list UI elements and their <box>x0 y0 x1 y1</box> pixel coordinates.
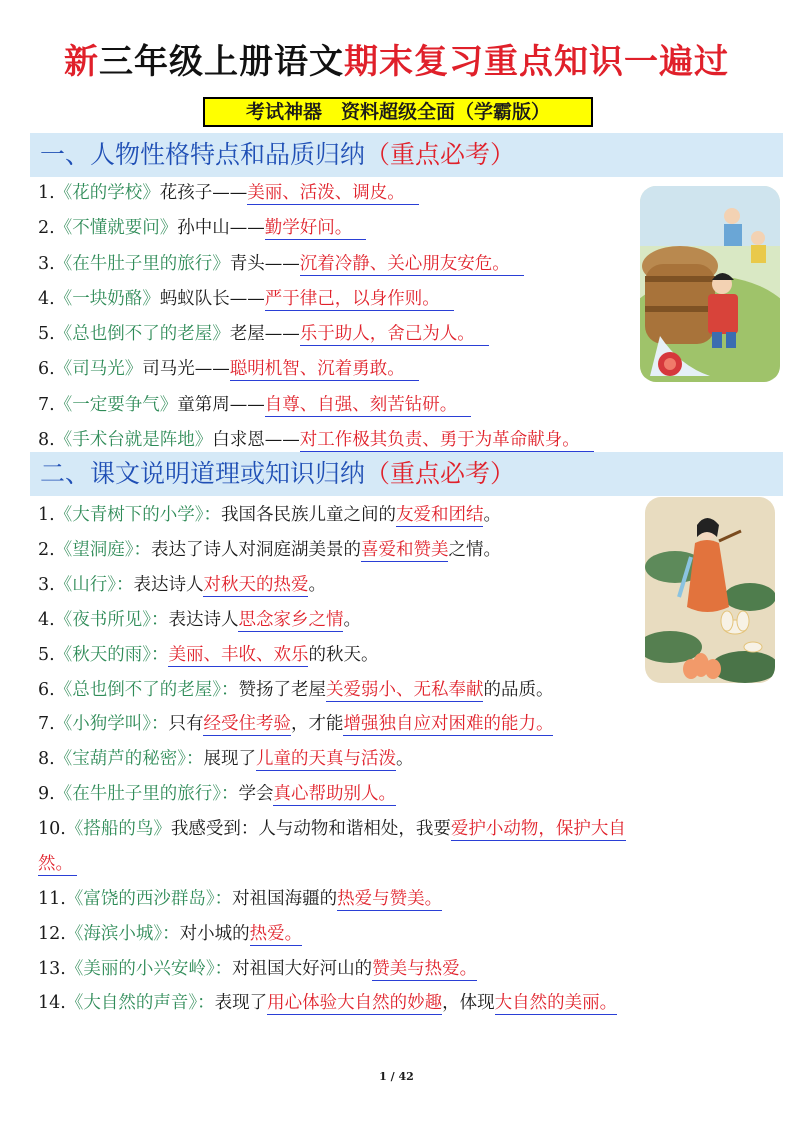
lesson-title: 《总也倒不了的老屋》： <box>54 680 239 700</box>
lesson-key-point: 大自然的美丽。 <box>494 993 618 1013</box>
lesson-text: 。 <box>343 610 361 630</box>
lesson-text: 表达诗人 <box>133 575 204 595</box>
lesson-key-point: 关爱弱小、无私奉献 <box>325 680 484 700</box>
lesson-title: 《一定要争气》 <box>54 395 178 415</box>
character-name: 蚂蚁队长—— <box>159 289 265 309</box>
character-trait: 沉着冷静、关心朋友安危。 <box>300 254 524 276</box>
lesson-text: 赞扬了老屋 <box>238 680 326 700</box>
lesson-item <box>38 711 553 737</box>
section-2-heading <box>30 452 783 496</box>
lesson-text: 。 <box>395 749 414 769</box>
lesson-title: 《海滨小城》： <box>65 924 180 944</box>
lesson-text: 之情。 <box>448 540 501 560</box>
lesson-title: 《富饶的西沙群岛》： <box>65 889 233 909</box>
lesson-title: 《搭船的鸟》 <box>65 819 171 839</box>
item-number: 14. <box>38 993 66 1013</box>
lesson-title: 《小狗学叫》： <box>54 714 169 734</box>
lesson-title: 《望洞庭》： <box>54 540 151 560</box>
item-number: 7. <box>38 395 55 415</box>
lesson-text: 的品质。 <box>483 680 554 700</box>
lesson-item <box>38 956 477 982</box>
lesson-text: 对祖国大好河山的 <box>232 959 373 979</box>
item-number: 4. <box>38 289 55 309</box>
lesson-text: 表达了诗人对洞庭湖美景的 <box>150 540 361 560</box>
item-number: 8. <box>38 430 55 450</box>
character-name: 孙中山—— <box>177 218 265 238</box>
lesson-text: 对祖国海疆的 <box>232 889 338 909</box>
lesson-text: 我国各民族儿童之间的 <box>220 505 396 525</box>
lesson-item <box>38 746 413 772</box>
item-number: 10. <box>38 819 66 839</box>
lesson-text: 的秋天。 <box>308 645 379 665</box>
children-playing-illustration <box>640 186 780 382</box>
subtitle-badge: 考试神器 资料超级全面（学霸版） <box>203 97 593 127</box>
item-number: 2. <box>38 218 55 238</box>
lesson-title: 《秋天的雨》： <box>54 645 169 665</box>
lesson-item <box>38 572 326 598</box>
item-number: 4. <box>38 610 55 630</box>
item-number: 8. <box>38 749 55 769</box>
lesson-title: 《大青树下的小学》： <box>54 505 221 525</box>
lesson-key-point: 然。 <box>38 854 77 876</box>
lesson-title: 《一块奶酪》 <box>54 289 160 309</box>
item-number: 11. <box>38 889 66 909</box>
character-item <box>38 286 454 312</box>
lesson-item <box>38 607 361 633</box>
lesson-key-point: 对秋天的热爱 <box>203 575 309 595</box>
character-item <box>38 215 366 241</box>
lesson-text: 我感受到：人与动物和谐相处，我要 <box>170 819 451 839</box>
lesson-title: 《手术台就是阵地》 <box>54 430 213 450</box>
character-item <box>38 427 594 453</box>
item-number: 1. <box>38 505 55 525</box>
lesson-item-continued <box>38 851 77 877</box>
lesson-key-point: 儿童的天真与活泼 <box>255 749 396 769</box>
lesson-item <box>38 502 501 528</box>
character-trait: 严于律己，以身作则。 <box>265 289 454 311</box>
character-trait: 自尊、自强、刻苦钻研。 <box>265 395 472 417</box>
item-number: 6. <box>38 680 55 700</box>
lesson-text: 。 <box>483 505 501 525</box>
lesson-text: 展现了 <box>203 749 256 769</box>
title-part-1: 新 <box>64 42 99 82</box>
lesson-item <box>38 886 442 912</box>
lesson-title: 《不懂就要问》 <box>54 218 178 238</box>
lesson-title: 《在牛肚子里的旅行》： <box>54 784 239 804</box>
page-title <box>0 40 793 84</box>
item-number: 3. <box>38 254 55 274</box>
lesson-item <box>38 921 302 947</box>
lesson-item <box>38 537 501 563</box>
page-number: 1 / 42 <box>379 1070 414 1083</box>
lesson-text: 。 <box>308 575 326 595</box>
item-number: 3. <box>38 575 55 595</box>
lesson-key-point: 用心体验大自然的妙趣 <box>267 993 443 1013</box>
lesson-title: 《美丽的小兴安岭》： <box>65 959 233 979</box>
lesson-key-point: 赞美与热爱。 <box>372 959 478 979</box>
title-part-2: 三年级上册语文 <box>99 42 344 82</box>
item-number: 9. <box>38 784 55 804</box>
lesson-title: 《在牛肚子里的旅行》 <box>54 254 230 274</box>
lesson-title: 《大自然的声音》： <box>65 993 215 1013</box>
lesson-item <box>38 816 626 842</box>
character-trait: 聪明机智、沉着勇敢。 <box>230 359 419 381</box>
section-1-heading <box>30 133 783 177</box>
character-item <box>38 321 489 347</box>
lesson-key-point: 友爱和团结 <box>395 505 484 525</box>
lesson-key-point: 真心帮助别人。 <box>273 784 396 804</box>
character-name: 老屋—— <box>229 324 300 344</box>
character-name: 司马光—— <box>142 359 230 379</box>
character-item <box>38 392 471 418</box>
lesson-text: ，才能 <box>290 714 344 734</box>
lesson-text: ，体现 <box>442 993 495 1013</box>
lesson-key-point: 经受住考验 <box>203 714 291 734</box>
lesson-key-point: 热爱。 <box>249 924 303 944</box>
lesson-text: 对小城的 <box>179 924 250 944</box>
lesson-key-point: 喜爱和赞美 <box>360 540 449 560</box>
lesson-text: 表达诗人 <box>168 610 239 630</box>
character-trait: 勤学好问。 <box>265 218 367 240</box>
character-name: 白求恩—— <box>212 430 300 450</box>
lesson-item <box>38 990 617 1016</box>
item-number: 6. <box>38 359 55 379</box>
lesson-title: 《山行》： <box>54 575 134 595</box>
lesson-key-point: 思念家乡之情 <box>238 610 344 630</box>
lesson-title: 《总也倒不了的老屋》 <box>54 324 230 344</box>
section-2-title: 二、课文说明道理或知识归纳 <box>40 459 366 488</box>
character-item <box>38 251 524 277</box>
lesson-title: 《司马光》 <box>54 359 143 379</box>
lesson-title: 《夜书所见》： <box>54 610 169 630</box>
item-number: 5. <box>38 324 55 344</box>
lesson-title: 《宝葫芦的秘密》： <box>54 749 204 769</box>
lesson-title: 《花的学校》 <box>54 183 160 203</box>
lesson-item <box>38 781 396 807</box>
character-name: 花孩子—— <box>159 183 248 203</box>
section-1-tag: （重点必考） <box>365 140 516 169</box>
character-name: 童第周—— <box>177 395 265 415</box>
lesson-key-point: 爱护小动物，保护大自 <box>450 819 626 839</box>
lesson-item <box>38 642 378 668</box>
item-number: 1. <box>38 183 55 203</box>
character-trait: 美丽、活泼、调皮。 <box>247 183 419 205</box>
lesson-key-point: 美丽、丰收、欢乐 <box>168 645 309 665</box>
lesson-text: 学会 <box>238 784 274 804</box>
lesson-text: 只有 <box>168 714 204 734</box>
item-number: 2. <box>38 540 55 560</box>
character-item <box>38 180 419 206</box>
character-name: 青头—— <box>229 254 300 274</box>
item-number: 5. <box>38 645 55 665</box>
character-trait: 乐于助人，舍己为人。 <box>300 324 489 346</box>
lesson-key-point: 增强独自应对困难的能力。 <box>343 714 554 734</box>
lotus-flute-illustration <box>645 497 775 683</box>
section-1-title: 一、人物性格特点和品质归纳 <box>40 140 366 169</box>
section-2-tag: （重点必考） <box>365 459 516 488</box>
item-number: 13. <box>38 959 66 979</box>
lesson-text: 表现了 <box>214 993 268 1013</box>
item-number: 7. <box>38 714 55 734</box>
character-item <box>38 356 419 382</box>
title-part-3: 期末复习重点知识一遍过 <box>344 42 729 82</box>
character-trait: 对工作极其负责、勇于为革命献身。 <box>300 430 594 452</box>
lesson-key-point: 热爱与赞美。 <box>337 889 443 909</box>
item-number: 12. <box>38 924 66 944</box>
lesson-item <box>38 677 553 703</box>
